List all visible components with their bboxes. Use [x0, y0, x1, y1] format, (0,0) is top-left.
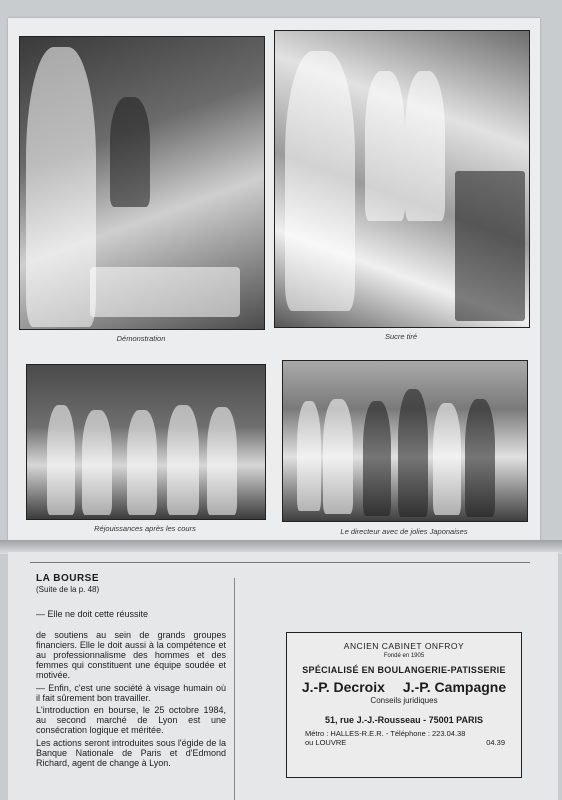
ad-founded: Fondé en 1905 [383, 653, 425, 659]
photo-demonstration [19, 36, 265, 330]
divider [30, 562, 530, 563]
photo-directeur-japonaises [282, 360, 528, 522]
article-la-bourse [36, 574, 226, 770]
article-title: LA BOURSE [36, 573, 100, 584]
caption-rejouissances: Réjouissances après les cours [94, 524, 196, 533]
ad-metro-line: Métro : HALLES-R.E.R. - Téléphone : 223.04.38 [305, 729, 466, 738]
article-subtitle: (Suite de la p. 48) [36, 585, 100, 595]
caption-demonstration: Démonstration [116, 334, 166, 343]
ad-name-campagne: J.-P. Campagne [402, 679, 507, 695]
ad-address: 51, rue J.-J.-Rousseau - 75001 PARIS [325, 715, 483, 725]
article-paragraph: de soutiens au sein de grands groupes financiers. Elle le doit aussi à la compétence et au professionnalisme des hommes et des femmes qui constituent une équipe soudée et motivée. [36, 629, 226, 681]
ad-specialty: SPÉCIALISÉ EN BOULANGERIE-PATISSERIE [302, 665, 506, 675]
photo-sucre-tire [274, 30, 530, 328]
ad-metro [287, 729, 521, 747]
ad-phone2: 04.39 [486, 738, 505, 747]
article-paragraph: Les actions seront introduites sous l'égide de la Banque Nationale de Paris et d'Edmond Richard, agent de change à Lyon. [36, 737, 226, 769]
ad-name-decroix: J.-P. Decroix [301, 679, 385, 695]
caption-directeur: Le directeur avec de jolies Japonaises [340, 527, 468, 536]
caption-sucre-tire: Sucre tiré [384, 332, 418, 341]
article-paragraph: — Elle ne doit cette réussite [36, 609, 149, 620]
article-paragraph: — Enfin, c'est une société à visage humain où il fait sûrement bon travailler. [36, 682, 226, 703]
ad-profession: Conseils juridiques [370, 696, 438, 705]
ad-names [287, 679, 521, 695]
photo-rejouissances [26, 364, 266, 520]
column-divider [234, 578, 235, 800]
ad-metro-line2: ou LOUVRE [305, 738, 347, 747]
ad-firm-name: ANCIEN CABINET ONFROY [343, 641, 465, 651]
article-paragraph: L'introduction en bourse, le 25 octobre 1984, au second marché de Lyon est une consécration logique et méritée. [36, 705, 226, 736]
advertisement-box [286, 632, 522, 778]
